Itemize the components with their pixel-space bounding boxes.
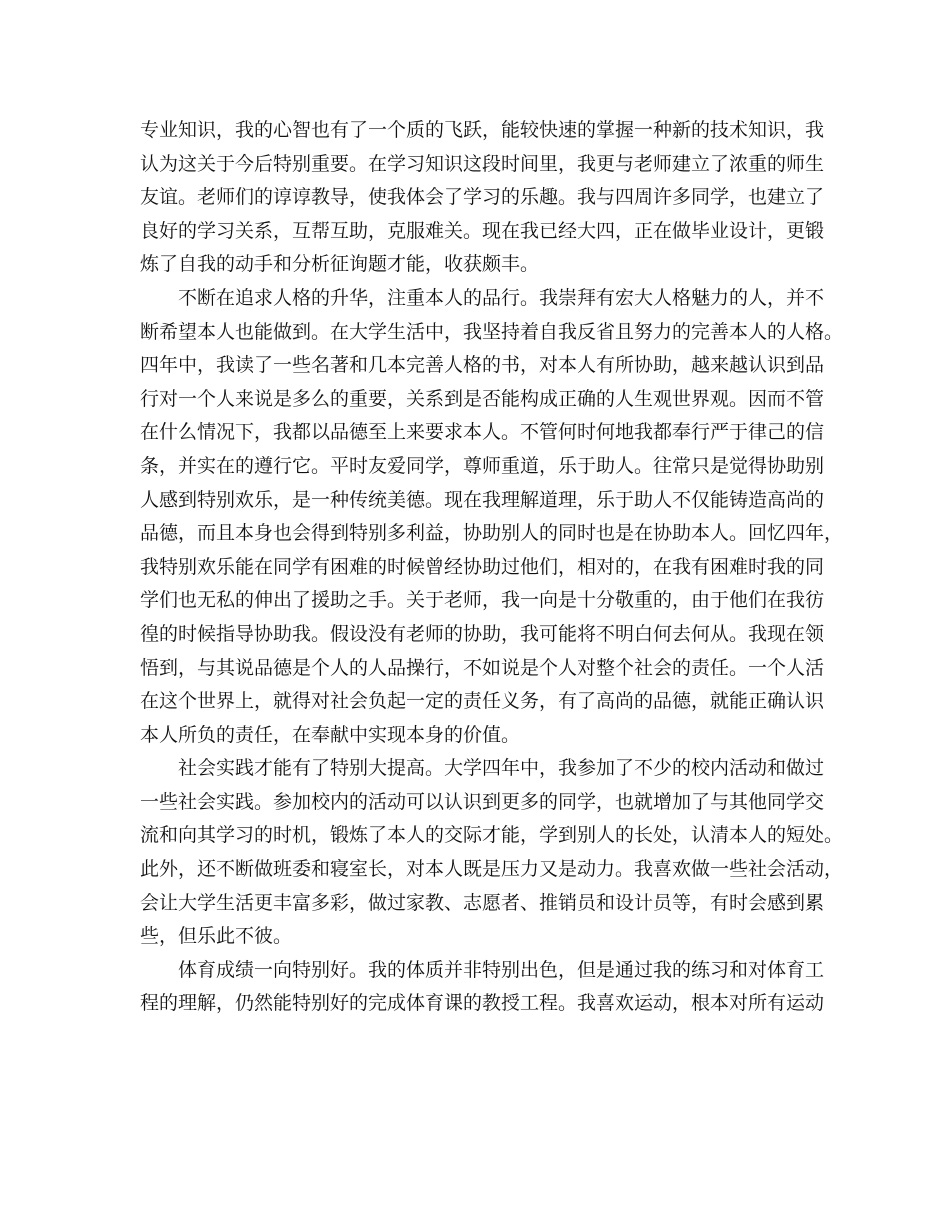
text-line: 此外，还不断做班委和寝室长，对本人既是压力又是动力。我喜欢做一些社会活动， [140,858,844,881]
text-line: 断希望本人也能做到。在大学生活中，我坚持着自我反省且努力的完善本人的人格。 [140,320,844,343]
text-line: 在什么情况下，我都以品德至上来要求本人。不管何时何地我都奉行严于律己的信 [140,421,825,444]
text-line: 悟到，与其说品德是个人的人品操行，不如说是个人对整个社会的责任。一个人活 [140,656,825,679]
text-line: 会让大学生活更丰富多彩，做过家教、志愿者、推销员和设计员等，有时会感到累 [140,891,825,914]
text-line: 四年中，我读了一些名著和几本完善人格的书，对本人有所协助，越来越认识到品 [140,354,825,377]
text-line: 品德，而且本身也会得到特别多利益，协助别人的同时也是在协助本人。回忆四年， [140,522,844,545]
text-line: 程的理解，仍然能特别好的完成体育课的教授工程。我喜欢运动，根本对所有运动 [140,992,825,1015]
text-line: 流和向其学习的时机，锻炼了本人的交际才能，学到别人的长处，认清本人的短处。 [140,824,844,847]
text-line: 些，但乐此不彼。 [140,925,293,948]
paragraph-start-line: 社会实践才能有了特别大提高。大学四年中，我参加了不少的校内活动和做过 [140,757,825,780]
text-line: 在这个世界上，就得对社会负起一定的责任义务，有了高尚的品德，就能正确认识 [140,690,825,713]
document-body [140,114,844,1021]
text-line: 炼了自我的动手和分析征询题才能，收获颇丰。 [140,253,540,276]
text-line: 我特别欢乐能在同学有困难的时候曾经协助过他们，相对的，在我有困难时我的同 [140,555,825,578]
text-line: 人感到特别欢乐，是一种传统美德。现在我理解道理，乐于助人不仅能铸造高尚的 [140,488,825,511]
text-line: 认为这关于今后特别重要。在学习知识这段时间里，我更与老师建立了浓重的师生 [140,152,825,175]
text-line: 友谊。老师们的谆谆教导，使我体会了学习的乐趣。我与四周许多同学，也建立了 [140,186,825,209]
paragraph-start-line: 体育成绩一向特别好。我的体质并非特别出色，但是通过我的练习和对体育工 [140,958,825,981]
text-line: 行对一个人来说是多么的重要，关系到是否能构成正确的人生观世界观。因而不管 [140,387,825,410]
text-line: 条，并实在的遵行它。平时友爱同学，尊师重道，乐于助人。往常只是觉得协助别 [140,454,825,477]
text-line: 徨的时候指导协助我。假设没有老师的协助，我可能将不明白何去何从。我现在领 [140,622,825,645]
text-line: 本人所负的责任，在奉献中实现本身的价值。 [140,723,521,746]
text-line: 良好的学习关系，互帮互助，克服难关。现在我已经大四，正在做毕业设计，更锻 [140,219,825,242]
text-line: 一些社会实践。参加校内的活动可以认识到更多的同学，也就增加了与其他同学交 [140,790,825,813]
paragraph-start-line: 不断在追求人格的升华，注重本人的品行。我崇拜有宏大人格魅力的人，并不 [140,286,825,309]
text-line: 专业知识，我的心智也有了一个质的飞跃，能较快速的掌握一种新的技术知识，我 [140,119,825,141]
text-line: 学们也无私的伸出了援助之手。关于老师，我一向是十分敬重的，由于他们在我彷 [140,589,825,612]
